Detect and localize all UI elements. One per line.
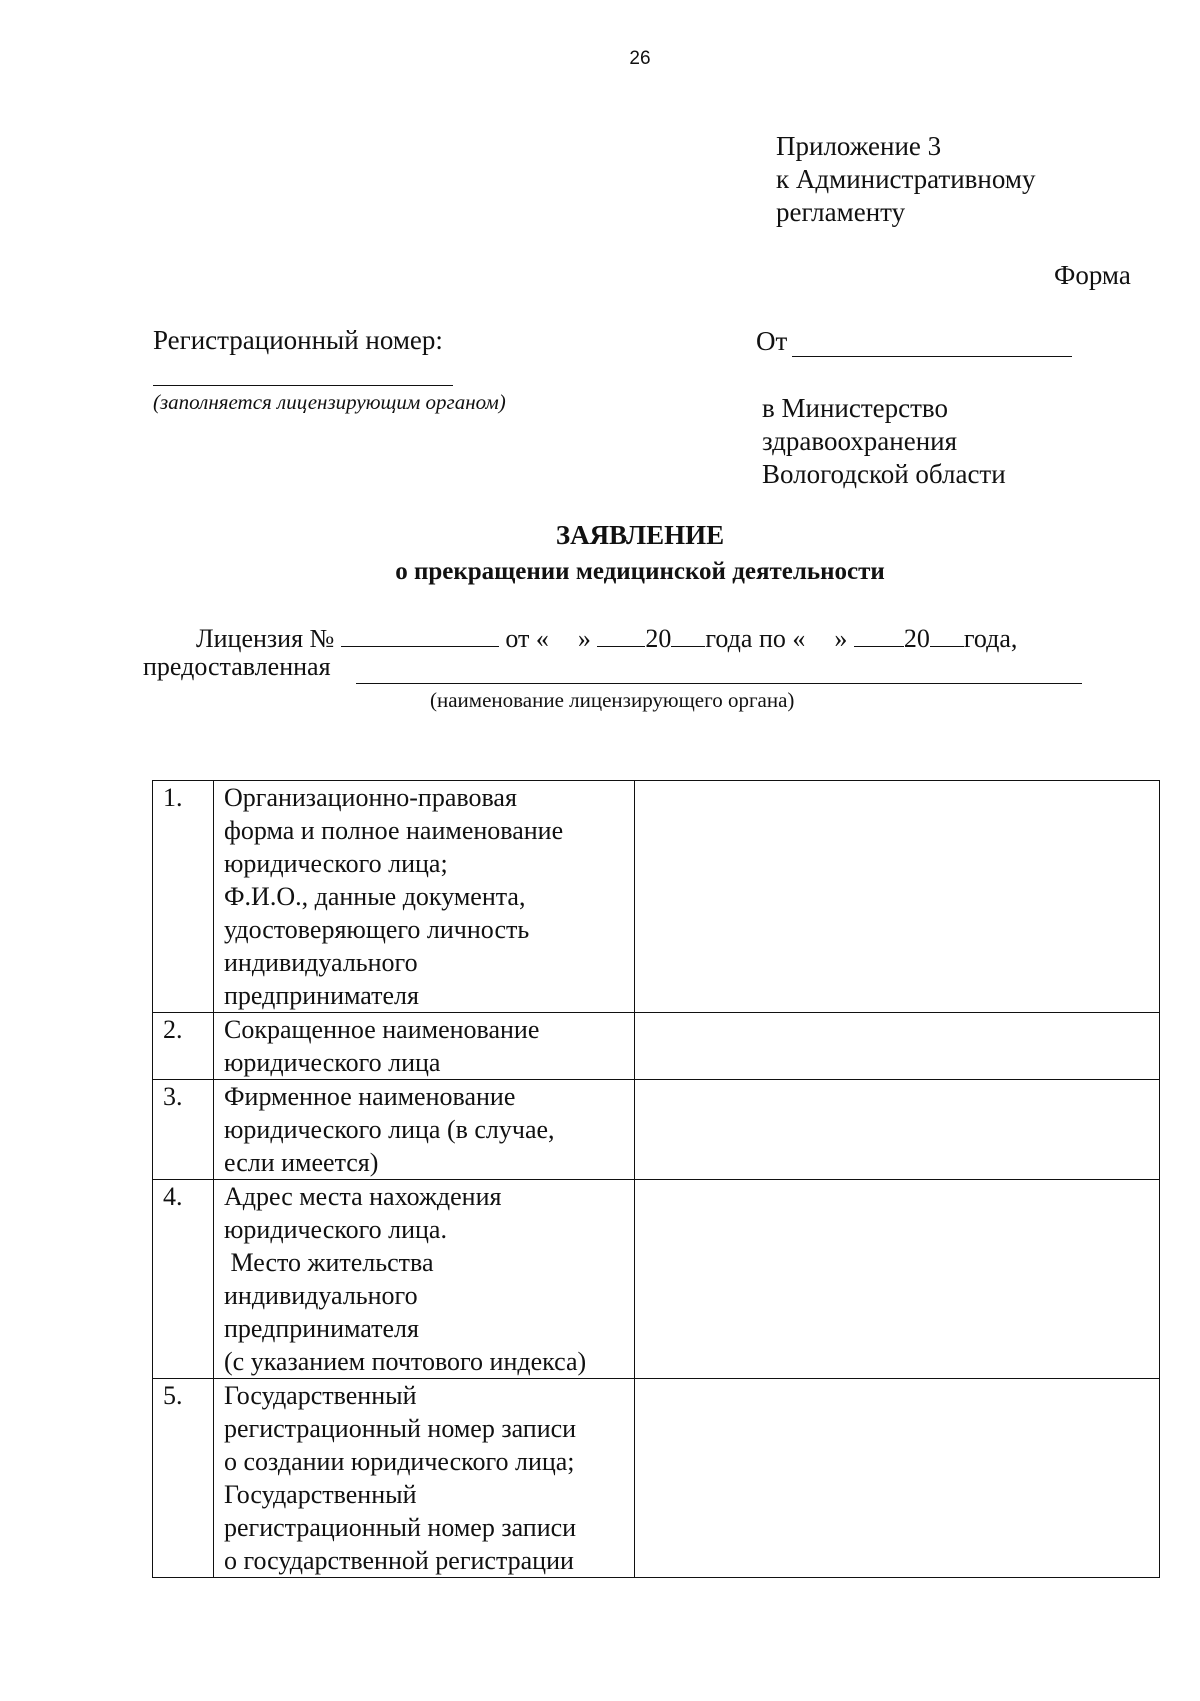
license-year2: 20 — [903, 624, 930, 653]
license-until: года по « — [705, 624, 806, 653]
row-label-line: Фирменное наименование — [224, 1082, 516, 1111]
license-year2-field[interactable] — [930, 620, 964, 647]
row-value-cell[interactable] — [635, 1013, 1160, 1080]
table-row — [153, 1379, 1160, 1578]
row-label-line: Государственный — [224, 1381, 417, 1410]
table-row — [153, 1080, 1160, 1180]
license-suffix: года, — [963, 624, 1018, 653]
document-title: ЗАЯВЛЕНИЕ — [555, 520, 725, 550]
license-month1-field[interactable] — [597, 620, 645, 647]
recipient-line: здравоохранения — [762, 426, 958, 456]
row-label-line: индивидуального — [224, 948, 418, 977]
document-subtitle: о прекращении медицинской деятельности — [395, 558, 885, 585]
row-value-cell[interactable] — [635, 1180, 1160, 1379]
license-close-quote-1: » — [577, 624, 591, 653]
row-label-line: Сокращенное наименование — [224, 1015, 540, 1044]
recipient-line: Вологодской области — [762, 459, 1006, 489]
license-month2-field[interactable] — [854, 620, 904, 647]
registration-number-line[interactable] — [153, 385, 453, 386]
row-label-line: юридического лица; — [224, 849, 448, 878]
appendix-block — [776, 130, 1035, 229]
application-table — [152, 780, 1160, 1578]
registration-label: Регистрационный номер: — [153, 325, 443, 355]
appendix-line: к Административному — [776, 164, 1036, 194]
row-label-line: юридического лица (в случае, — [224, 1115, 555, 1144]
licensing-authority-note: (наименование лицензирующего органа) — [430, 688, 795, 712]
license-line — [196, 620, 1017, 654]
row-label-line: предпринимателя — [224, 1314, 419, 1343]
license-year1: 20 — [645, 624, 672, 653]
row-label-line: (с указанием почтового индекса) — [224, 1347, 587, 1376]
table-row — [153, 1013, 1160, 1080]
form-label: Форма — [1054, 260, 1131, 290]
row-label-line: Адрес места нахождения — [224, 1182, 502, 1211]
row-number: 4. — [153, 1180, 214, 1379]
row-value-cell[interactable] — [635, 781, 1160, 1013]
license-year1-field[interactable] — [671, 620, 705, 647]
row-label — [214, 1013, 635, 1080]
row-label-line: индивидуального — [224, 1281, 418, 1310]
row-label-line: Государственный — [224, 1480, 417, 1509]
row-label-line: юридического лица. — [224, 1215, 447, 1244]
row-number: 2. — [153, 1013, 214, 1080]
row-label — [214, 1379, 635, 1578]
row-label-line: Ф.И.О., данные документа, — [224, 882, 526, 911]
table-row — [153, 781, 1160, 1013]
row-label-line: удостоверяющего личность — [224, 915, 530, 944]
row-label-line: юридического лица — [224, 1048, 441, 1077]
row-label-line: если имеется) — [224, 1148, 379, 1177]
row-label-line: о создании юридического лица; — [224, 1447, 575, 1476]
registration-note: (заполняется лицензирующим органом) — [153, 390, 506, 414]
recipient-line: в Министерство — [762, 393, 948, 423]
row-label-line: Место жительства — [224, 1248, 434, 1277]
from-label: От — [756, 326, 788, 356]
row-label — [214, 781, 635, 1013]
recipient-block — [762, 392, 1006, 491]
provided-label: предоставленная — [143, 652, 331, 681]
license-close-quote-2: » — [834, 624, 848, 653]
row-label-line: предпринимателя — [224, 981, 419, 1010]
row-number: 5. — [153, 1379, 214, 1578]
row-label-line: о государственной регистрации — [224, 1546, 574, 1575]
row-label-line: форма и полное наименование — [224, 816, 564, 845]
row-number: 3. — [153, 1080, 214, 1180]
row-label — [214, 1080, 635, 1180]
license-prefix: Лицензия № — [196, 624, 335, 653]
row-value-cell[interactable] — [635, 1080, 1160, 1180]
row-label-line: регистрационный номер записи — [224, 1513, 577, 1542]
row-label-line: регистрационный номер записи — [224, 1414, 577, 1443]
row-number: 1. — [153, 781, 214, 1013]
license-number-field[interactable] — [341, 620, 499, 647]
from-field-line[interactable] — [792, 356, 1072, 357]
page-number: 26 — [629, 48, 651, 69]
licensing-authority-field[interactable] — [356, 683, 1082, 684]
row-label — [214, 1180, 635, 1379]
appendix-line: Приложение 3 — [776, 131, 942, 161]
row-value-cell[interactable] — [635, 1379, 1160, 1578]
appendix-line: регламенту — [776, 197, 906, 227]
table-row — [153, 1180, 1160, 1379]
row-label-line: Организационно-правовая — [224, 783, 517, 812]
license-from: от « — [505, 624, 549, 653]
